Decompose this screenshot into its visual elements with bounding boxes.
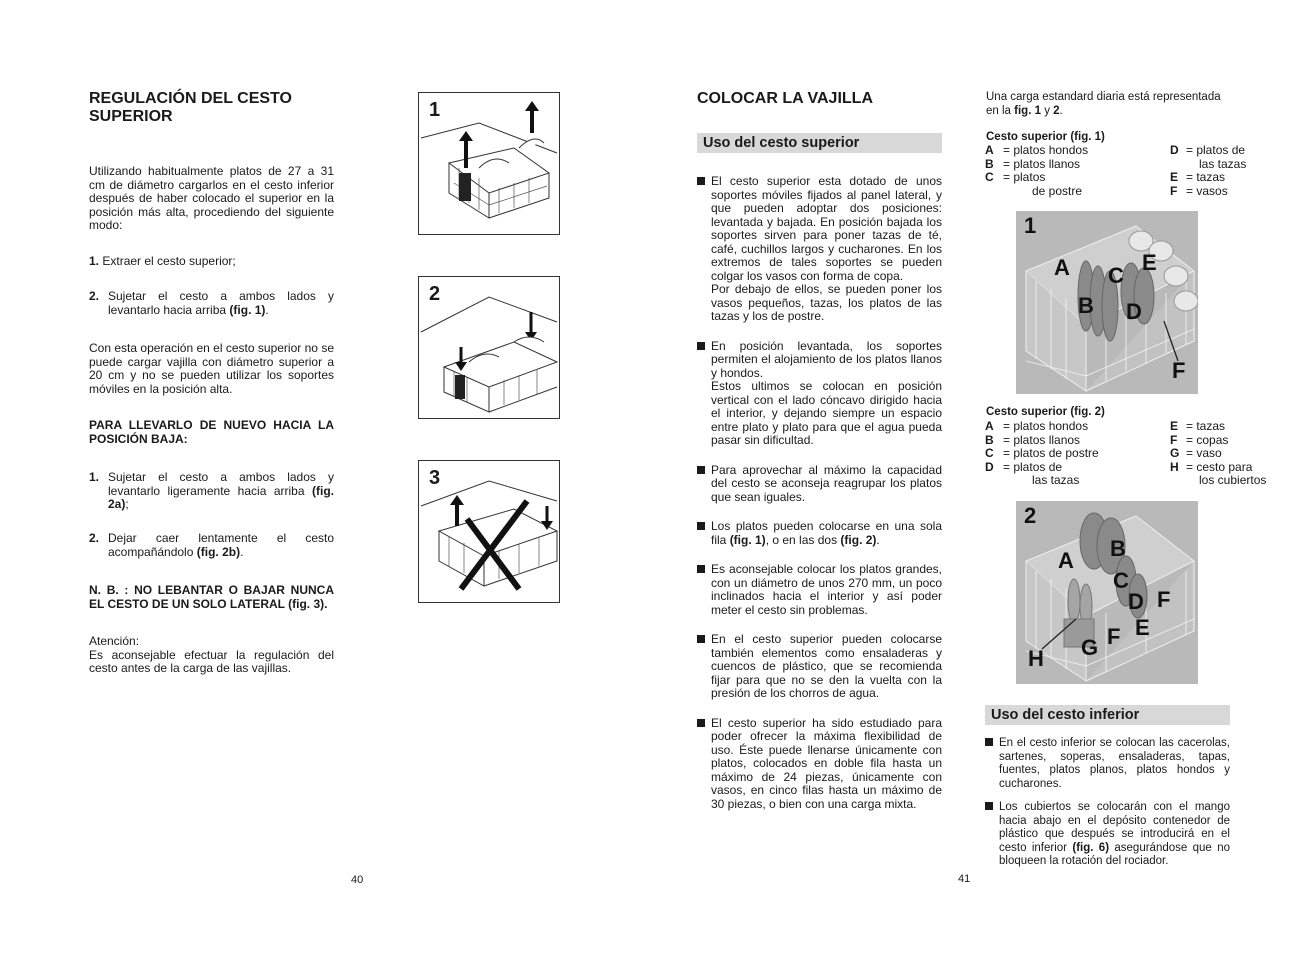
legend-row xyxy=(985,158,1289,172)
legend-value: = platos de postre xyxy=(1003,446,1099,460)
legend-value: = platos de xyxy=(1003,459,1063,474)
legend-value: = platos xyxy=(1003,170,1046,184)
figure-ref: (fig. 2b) xyxy=(196,544,241,559)
legend-value: = vasos xyxy=(1186,183,1228,198)
fig1-legend xyxy=(985,144,1289,198)
fig2-legend-heading: Cesto superior (fig. 2) xyxy=(986,406,1105,418)
photo-label: A xyxy=(1058,548,1074,573)
fig1-legend-heading: Cesto superior (fig. 1) xyxy=(986,131,1105,143)
attention-block xyxy=(89,635,334,676)
bullet-square-icon xyxy=(697,177,705,185)
bullet-text: El cesto superior esta dotado de unos soportes móviles fijados al panel lateral, y que pueden adoptar dos posiciones: levantada y bajada. En posición bajada los soportes sirven para poner tazas de té, café, cuchillos largos y cucharones. En los extremos de tales soportes se pueden colgar los vasos con forma de copa. xyxy=(711,174,942,283)
photo-label: D xyxy=(1126,299,1142,324)
step-2 xyxy=(89,290,334,317)
legend-key: A xyxy=(985,419,994,433)
bullet-square-icon xyxy=(697,635,705,643)
bullet-item xyxy=(697,563,942,617)
bullet-square-icon xyxy=(697,342,705,350)
legend-value: las tazas xyxy=(1199,156,1247,171)
legend-value: = vaso xyxy=(1186,446,1222,460)
photo-label: E xyxy=(1135,615,1150,640)
bullet-text: El cesto superior ha sido estudiado para poder ofrecer la máxima flexibilidad de uso. Éste puede llenarse únicamente con platos, colocados en doble fila hasta un máximo de 24 piezas, únicamente con vasos, en cinco filas hasta un máximo de 30 piezas, o bien con una carga mixta. xyxy=(711,715,942,811)
legend-row xyxy=(985,461,1289,475)
legend-value: de postre xyxy=(1032,183,1083,198)
bullet-item xyxy=(697,340,942,448)
legend-row xyxy=(985,171,1289,185)
bullet-square-icon xyxy=(697,719,705,727)
low-step-2 xyxy=(89,532,334,559)
photo-label: F xyxy=(1172,358,1186,383)
bullet-extra-text: Estos ultimos se colocan en posición vertical con el lado cóncavo dirigido hacia el interior, y dejando siempre un espacio entre plato y plato para que el agua pueda pasar sin dificultad. xyxy=(711,379,942,447)
bullet-text: asegurándose que no bloqueen la rotación del rociador. xyxy=(999,841,1230,867)
legend-row xyxy=(985,434,1289,448)
photo-label: H xyxy=(1028,646,1044,671)
legend-key: A xyxy=(985,143,994,157)
attention-text: Es aconsejable efectuar la regulación del cesto antes de la carga de las vajillas. xyxy=(89,647,334,675)
step-number: 2. xyxy=(89,289,100,303)
legend-value: los cubiertos xyxy=(1199,473,1267,487)
photo-label: C xyxy=(1108,263,1124,288)
low-step-1 xyxy=(89,471,334,512)
figure-1-box xyxy=(418,92,560,235)
bullet-square-icon xyxy=(697,466,705,474)
step-number: 2. xyxy=(89,531,100,545)
legend-key: E xyxy=(1170,170,1179,184)
legend-value: = tazas xyxy=(1186,170,1226,184)
figure-ref: (fig. 6) xyxy=(1072,841,1110,854)
page-number-right: 41 xyxy=(958,873,971,885)
bullet-item xyxy=(697,464,942,505)
bullet-text: Los platos pueden colocarse en una sola fila xyxy=(711,519,942,547)
bullet-text: En posición levantada, los soportes permiten el alojamiento de los platos llanos y hondos. xyxy=(711,338,942,380)
legend-key: F xyxy=(1170,183,1178,198)
punctuation: ; xyxy=(125,497,129,511)
punctuation: . xyxy=(265,302,269,317)
bullet-item xyxy=(697,520,942,547)
photo-label: F xyxy=(1157,587,1171,612)
legend-key: D xyxy=(985,459,994,474)
legend-key: D xyxy=(1170,143,1179,157)
bullet-text: , o en las dos xyxy=(765,532,838,547)
legend-value: = cesto para xyxy=(1186,459,1253,474)
photo-label: G xyxy=(1081,635,1099,660)
legend-value: = platos llanos xyxy=(1003,156,1081,171)
legend-key: G xyxy=(1170,446,1180,460)
figure-3-box xyxy=(418,460,560,603)
fig1-photo xyxy=(1016,211,1198,394)
photo-label: E xyxy=(1142,250,1157,275)
photo-label: F xyxy=(1107,624,1121,649)
attention-label: Atención: xyxy=(89,634,140,648)
legend-value: las tazas xyxy=(1032,473,1080,487)
step-number: 1. xyxy=(89,470,100,484)
subheading-low-position: PARA LLEVARLO DE NUEVO HACIA LA POSICIÓN BAJA: xyxy=(89,418,334,446)
section-title-right: COLOCAR LA VAJILLA xyxy=(697,90,873,107)
figure-number: 1 xyxy=(429,99,441,121)
figure-ref: (fig. 2a) xyxy=(108,483,334,511)
legend-key xyxy=(1170,158,1186,172)
bullet-item xyxy=(985,801,1230,869)
step-text: Dejar caer lentamente el cesto acompañándolo xyxy=(108,531,334,559)
note-paragraph: Con esta operación en el cesto superior no se puede cargar vajilla con diámetro superior a 20 cm y no se pueden utilizar los soportes móviles en la posición alta. xyxy=(89,341,334,396)
legend-row xyxy=(985,144,1289,158)
figure-ref: (fig. 2) xyxy=(840,532,877,547)
figure-number: 2 xyxy=(1024,503,1037,528)
figure-ref: 2 xyxy=(1053,104,1060,117)
photo-label: B xyxy=(1110,536,1126,561)
punctuation: . xyxy=(1059,104,1063,117)
step-number: 1. xyxy=(89,254,100,268)
photo-label: D xyxy=(1128,589,1144,614)
legend-row xyxy=(985,474,1289,488)
bullet-text: Para aprovechar al máximo la capacidad del cesto se aconseja reagrupar los platos que sean iguales. xyxy=(711,462,942,504)
legend-key: F xyxy=(1170,432,1178,447)
conjunction: y xyxy=(1044,104,1050,117)
bullet-square-icon xyxy=(697,565,705,573)
photo-label: C xyxy=(1113,568,1129,593)
legend-row xyxy=(985,447,1289,461)
section-bar-upper-basket: Uso del cesto superior xyxy=(697,133,942,153)
fig2-legend xyxy=(985,420,1289,488)
legend-key: H xyxy=(1170,459,1179,474)
bullet-item xyxy=(697,717,942,812)
legend-key: C xyxy=(985,446,994,460)
legend-row xyxy=(985,420,1289,434)
photo-label: A xyxy=(1054,255,1070,280)
bullet-extra-text: Por debajo de ellos, se pueden poner los vasos pequeños, tazas, los platos de las tazas y los de postre. xyxy=(711,282,942,323)
legend-key: B xyxy=(985,432,994,447)
step-1 xyxy=(89,255,334,269)
legend-value: = platos hondos xyxy=(1003,419,1089,433)
page-number-left: 40 xyxy=(351,874,364,886)
figure-ref: (fig. 1) xyxy=(729,532,766,547)
legend-key xyxy=(1170,474,1186,488)
legend-key: B xyxy=(985,156,994,171)
upper-basket-load-drawing xyxy=(1016,211,1198,394)
legend-key: E xyxy=(1170,419,1179,433)
legend-key: C xyxy=(985,170,994,184)
bullet-square-icon xyxy=(697,522,705,530)
bullet-text: En el cesto inferior se colocan las cacerolas, sartenes, soperas, ensaladeras, tapas, fuentes, platos planos, platos hondos y cucharones. xyxy=(999,737,1230,790)
bullet-item xyxy=(697,633,942,701)
step-text: Sujetar el cesto a ambos lados y levantarlo hacia arriba xyxy=(108,289,334,317)
legend-value: = platos hondos xyxy=(1003,143,1089,157)
intro-paragraph: Utilizando habitualmente platos de 27 a 31 cm de diámetro cargarlos en el cesto inferior después de haber colocado el superior en la posición más alta, procediendo del siguiente modo: xyxy=(89,164,334,232)
bullet-square-icon xyxy=(985,802,993,810)
lower-basket-text xyxy=(985,737,1230,869)
legend-value: = platos de xyxy=(1186,143,1246,157)
legend-value: = platos llanos xyxy=(1003,432,1081,447)
step-text: Sujetar el cesto a ambos lados y levantarlo ligeramente hacia arriba xyxy=(108,470,334,498)
bullet-item xyxy=(697,175,942,324)
figure-ref: (fig. 1) xyxy=(229,302,266,317)
bullet-text: En el cesto superior pueden colocarse también elementos como ensaladeras y cuencos de plástico, que se recomienda fijar para que no se den la vuelta con la presión de los chorros de agua. xyxy=(711,632,942,700)
figure-number: 1 xyxy=(1024,213,1037,238)
photo-label: B xyxy=(1078,293,1094,318)
figure-number: 2 xyxy=(429,283,441,305)
bullet-text: Los cubiertos se colocarán con el mango hacia abajo en el depósito contenedor de plástico que después se introducirá en el cesto inferior xyxy=(999,801,1230,854)
step-text: Extraer el cesto superior; xyxy=(102,254,236,268)
figure-number: 3 xyxy=(429,467,441,489)
section-title: REGULACIÓN DEL CESTO SUPERIOR xyxy=(89,90,292,125)
legend-value: = copas xyxy=(1186,432,1229,447)
bullet-item xyxy=(985,737,1230,791)
fig2-photo xyxy=(1016,501,1198,684)
nb-warning: N. B. : NO LEBANTAR O BAJAR NUNCA EL CESTO DE UN SOLO LATERAL (fig. 3). xyxy=(89,583,334,611)
legend-value: = tazas xyxy=(1186,419,1226,433)
legend-key xyxy=(985,474,1003,488)
figure-2-box xyxy=(418,276,560,419)
punctuation: . xyxy=(240,544,244,559)
figure-ref: fig. 1 xyxy=(1014,104,1041,117)
legend-key xyxy=(985,185,1003,199)
bullet-text: Es aconsejable colocar los platos grandes, con un diámetro de unos 270 mm, un poco inclinados hacia el interior y así poder meter el cesto sin problemas. xyxy=(711,562,942,617)
intro-text: Una carga estandard diaria está representada en la xyxy=(986,91,1221,117)
bullet-square-icon xyxy=(985,738,993,746)
upper-basket-text xyxy=(697,175,942,811)
standard-load-intro xyxy=(986,91,1236,118)
punctuation: . xyxy=(876,532,880,547)
legend-row xyxy=(985,185,1289,199)
section-bar-lower-basket: Uso del cesto inferior xyxy=(985,705,1230,725)
